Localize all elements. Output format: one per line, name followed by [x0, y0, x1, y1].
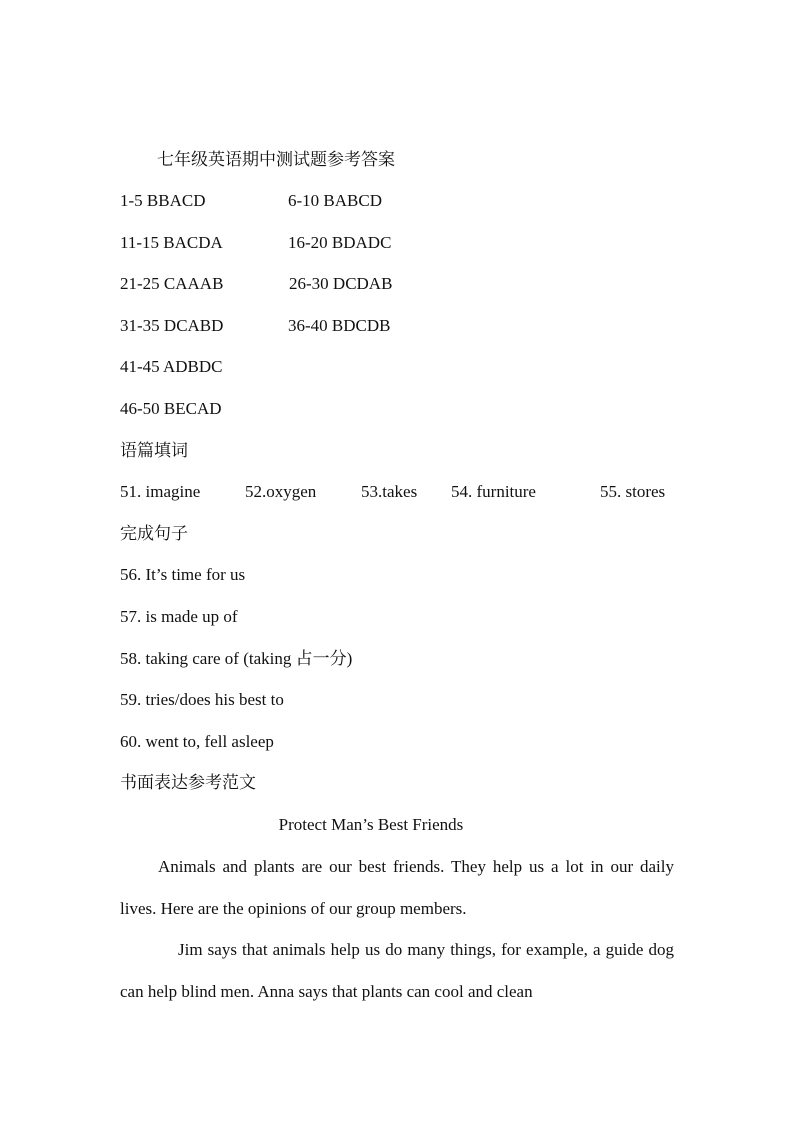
cloze-heading: 语篇填词: [120, 441, 188, 460]
page-title: 七年级英语期中测试题参考答案: [157, 150, 395, 169]
answer-range-1-5: 1-5 BBACD: [120, 191, 206, 210]
answer-range-11-15: 11-15 BACDA: [120, 233, 223, 252]
cloze-answers-row: [120, 477, 680, 507]
answer-row-6: [120, 394, 680, 424]
answer-range-31-35: 31-35 DCABD: [120, 316, 224, 335]
answer-row-5: [120, 352, 680, 382]
answer-range-41-45: 41-45 ADBDC: [120, 357, 223, 376]
answer-range-16-20: 16-20 BDADC: [288, 233, 392, 252]
answer-range-21-25: 21-25 CAAAB: [120, 274, 224, 293]
answer-row-3: [120, 269, 680, 299]
sentence-answer-56: 56. It’s time for us: [120, 565, 246, 584]
sentence-answer-57: 57. is made up of: [120, 607, 238, 626]
essay-title: Protect Man’s Best Friends: [278, 815, 464, 834]
writing-heading: 书面表达参考范文: [120, 773, 256, 792]
sentence-answer-59: 59. tries/does his best to: [120, 690, 284, 709]
cloze-answer-55: 55. stores: [600, 482, 666, 501]
sentence-answer-58: 58. taking care of (taking 占一分): [120, 649, 353, 668]
answer-range-26-30: 26-30 DCDAB: [289, 274, 393, 293]
answer-range-6-10: 6-10 BABCD: [288, 191, 382, 210]
answer-row-2: [120, 228, 680, 258]
cloze-answer-53: 53.takes: [361, 482, 418, 501]
cloze-answer-52: 52.oxygen: [245, 482, 317, 501]
answer-row-1: [120, 186, 680, 216]
cloze-answer-54: 54. furniture: [451, 482, 536, 501]
essay-paragraph-2: Jim says that animals help us do many things, for example, a guide dog can help blind men. Anna says that plants can cool and clean: [120, 940, 674, 1001]
answer-range-46-50: 46-50 BECAD: [120, 399, 222, 418]
sentence-answer-60: 60. went to, fell asleep: [120, 732, 274, 751]
cloze-answer-51: 51. imagine: [120, 482, 201, 501]
essay-paragraph-1: Animals and plants are our best friends. They help us a lot in our daily lives. Here are the opinions of our group members.: [120, 857, 674, 918]
answer-row-4: [120, 311, 680, 341]
sentence-heading: 完成句子: [120, 524, 188, 543]
answer-range-36-40: 36-40 BDCDB: [288, 316, 391, 335]
